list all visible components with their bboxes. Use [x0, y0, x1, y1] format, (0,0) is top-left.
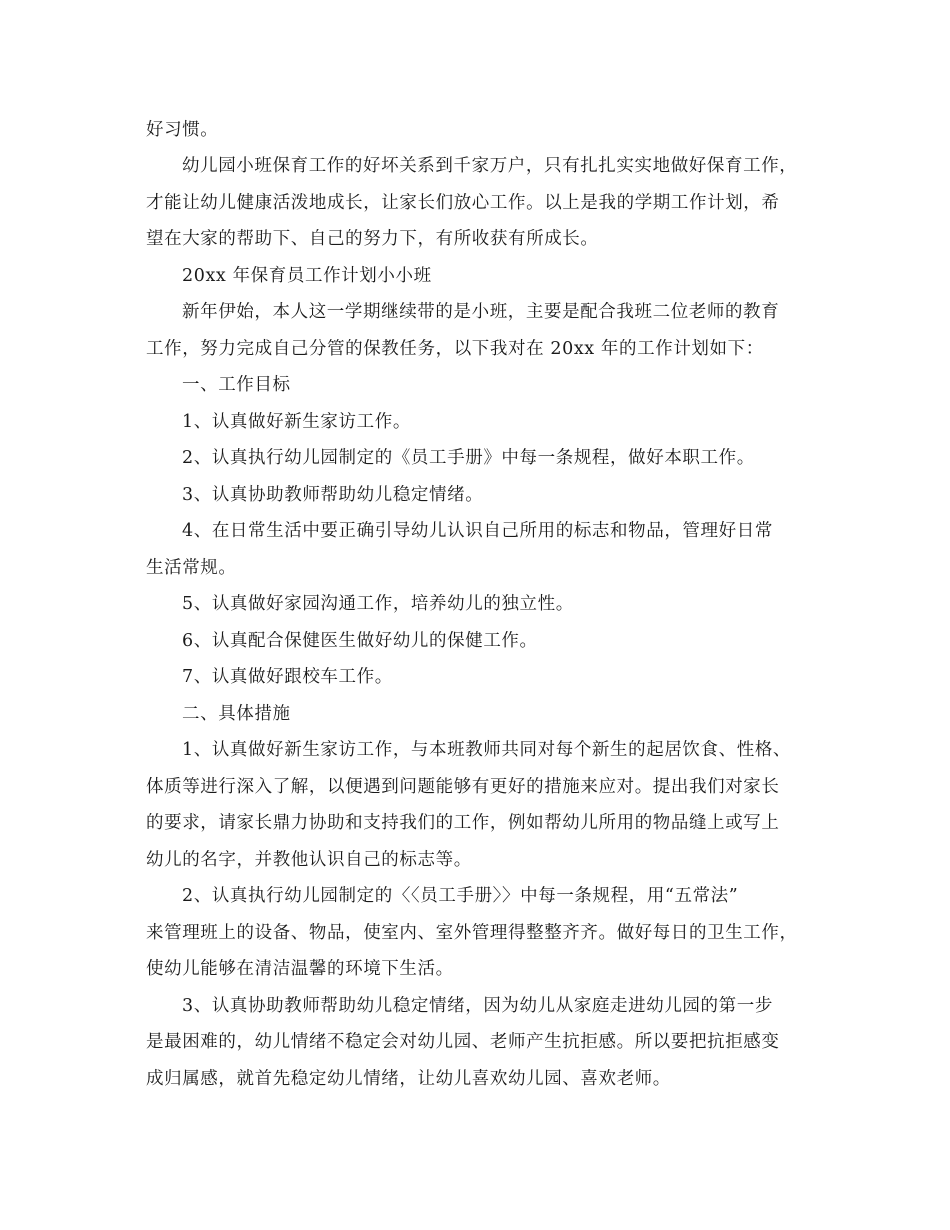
- paragraph-line: 1、认真做好新生家访工作，与本班教师共同对每个新生的起居饮食、性格、: [182, 740, 792, 760]
- section-heading: 二、具体措施: [182, 704, 291, 724]
- paragraph-line: 2、认真执行幼儿园制定的〈〈员工手册〉〉中每一条规程，用“五常法”: [182, 886, 739, 906]
- list-item: 4、在日常生活中要正确引导幼儿认识自己所用的标志和物品，管理好日常: [182, 521, 773, 541]
- section-title: 20xx 年保育员工作计划小小班: [182, 266, 432, 286]
- text-line: 的要求，请家长鼎力协助和支持我们的工作，例如帮幼儿所用的物品缝上或写上: [146, 813, 780, 833]
- paragraph-line: 新年伊始，本人这一学期继续带的是小班，主要是配合我班二位老师的教育: [182, 302, 780, 322]
- text-line: 幼儿的名字，并教他认识自己的标志等。: [146, 850, 472, 870]
- text-line: 是最困难的，幼儿情绪不稳定会对幼儿园、老师产生抗拒感。所以要把抗拒感变: [146, 1032, 780, 1052]
- list-item: 7、认真做好跟校车工作。: [182, 667, 393, 687]
- paragraph-line: 3、认真协助教师帮助幼儿稳定情绪，因为幼儿从家庭走进幼儿园的第一步: [182, 996, 773, 1016]
- text-line: 成归属感，就首先稳定幼儿情绪，让幼儿喜欢幼儿园、喜欢老师。: [146, 1069, 671, 1089]
- text-line: 体质等进行深入了解，以便遇到问题能够有更好的措施来应对。提出我们对家长: [146, 777, 780, 797]
- text-line: 望在大家的帮助下、自己的努力下，有所收获有所成长。: [146, 229, 599, 249]
- text-line: 使幼儿能够在清洁温馨的环境下生活。: [146, 959, 454, 979]
- list-item: 1、认真做好新生家访工作。: [182, 412, 411, 432]
- text-line: 工作，努力完成自己分管的保教任务，以下我对在 20xx 年的工作计划如下：: [146, 339, 764, 359]
- list-item: 2、认真执行幼儿园制定的《员工手册》中每一条规程，做好本职工作。: [182, 448, 755, 468]
- text-line: 才能让幼儿健康活泼地成长，让家长们放心工作。以上是我的学期工作计划，希: [146, 193, 780, 213]
- paragraph-line: 幼儿园小班保育工作的好坏关系到千家万户，只有扎扎实实地做好保育工作，: [182, 156, 798, 176]
- section-heading: 一、工作目标: [182, 375, 291, 395]
- list-item: 5、认真做好家园沟通工作，培养幼儿的独立性。: [182, 594, 574, 614]
- text-line: 好习惯。: [146, 120, 219, 140]
- text-line: 生活常规。: [146, 558, 237, 578]
- list-item: 6、认真配合保健医生做好幼儿的保健工作。: [182, 631, 538, 651]
- list-item: 3、认真协助教师帮助幼儿稳定情绪。: [182, 485, 484, 505]
- text-line: 来管理班上的设备、物品，使室内、室外管理得整整齐齐。做好每日的卫生工作，: [146, 923, 798, 943]
